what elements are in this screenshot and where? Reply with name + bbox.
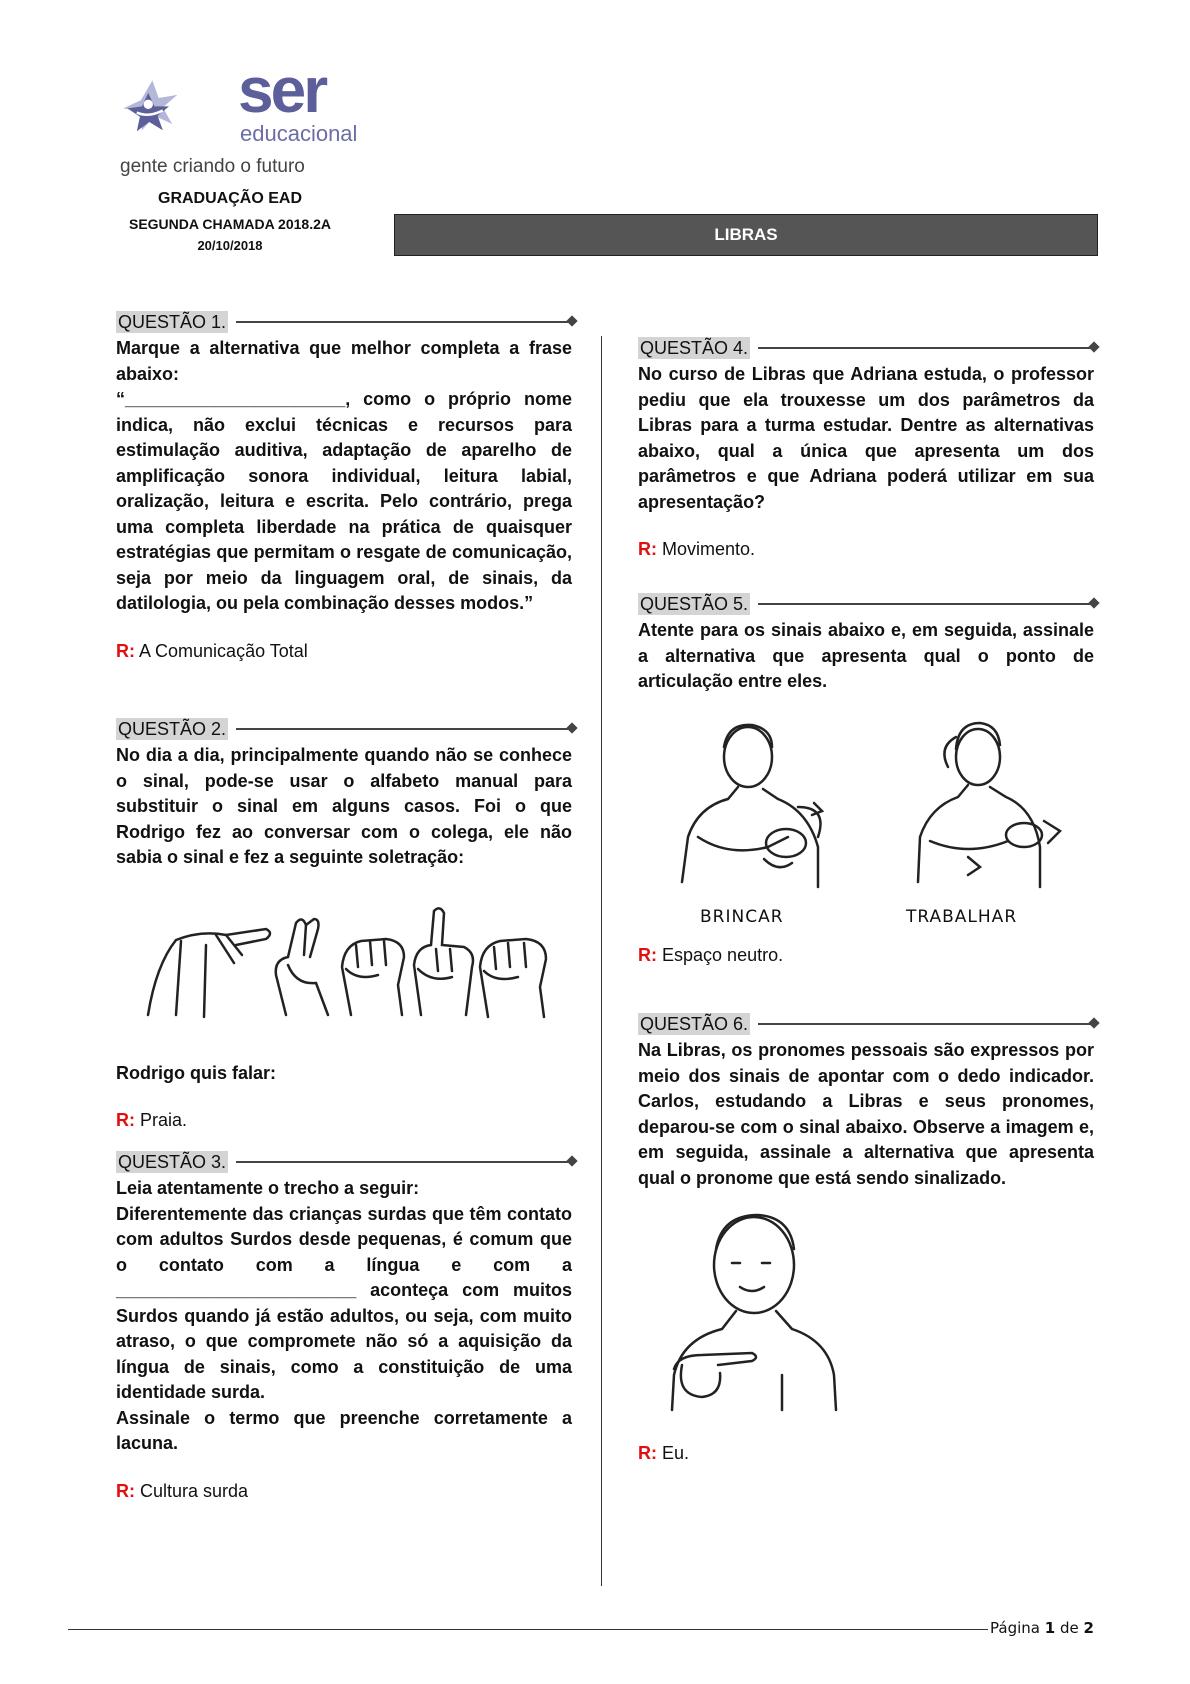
question-header	[116, 310, 572, 334]
subject-title: LIBRAS	[714, 225, 778, 244]
answer-value: Praia.	[140, 1110, 188, 1130]
brand-tagline: gente criando o futuro	[120, 156, 305, 177]
brand-subtitle: educacional	[240, 121, 358, 146]
brand-name: ser	[238, 54, 326, 126]
signs-image	[638, 707, 1094, 937]
question-paragraph: “______________________, como o próprio nome indica, não exclui técnicas e recursos para estimulação auditiva, adaptação de aparelho de amplificação sonora individual, leitura labial, oralização, leitura e escrita. Pelo contrário, prega uma completa liberdade na prática de quaisquer estratégias que permitam o resgate de comunicação, seja por meio da linguagem oral, de sinais, da datilologia, ou pela combinação desses modos.”	[116, 389, 572, 613]
question-label: QUESTÃO 2.	[118, 719, 227, 739]
answer-value: A Comunicação Total	[139, 640, 308, 661]
question-text	[638, 1038, 1094, 1191]
fingerspelling-image	[146, 905, 556, 1025]
signs-drawing	[668, 707, 1088, 907]
logo-head	[144, 100, 153, 109]
question-rule	[236, 1161, 572, 1163]
page-mid: de	[1059, 1619, 1079, 1637]
answer-value: Movimento.	[662, 539, 756, 559]
question-text	[638, 618, 1094, 695]
question-text	[116, 336, 572, 617]
answer-value: Espaço neutro.	[662, 944, 784, 965]
question-4	[638, 336, 1094, 560]
question-header	[638, 1012, 1094, 1036]
hand-a	[342, 939, 404, 1015]
question-paragraph: Na Libras, os pronomes pessoais são expressos por meio dos sinais de apontar com o dedo indicador. Carlos, estudando a Libras e seus pronomes, deparou-se com o sinal abaixo. Observe a imagem e, em seguida, assinale a alternativa que apresenta qual o pronome que está sendo sinalizado.	[638, 1040, 1094, 1188]
sign-caption-brincar: BRINCAR	[700, 906, 784, 927]
footer-rule	[68, 1629, 988, 1630]
answer	[116, 641, 572, 662]
header-program: GRADUAÇÃO EAD	[158, 190, 302, 207]
question-prompt: Rodrigo quis falar:	[116, 1062, 277, 1083]
question-label: QUESTÃO 5.	[640, 594, 749, 614]
figure-trabalhar	[918, 723, 1060, 887]
question-paragraph: Assinale o termo que preenche corretamente a lacuna.	[116, 1407, 572, 1453]
question-label: QUESTÃO 4.	[640, 338, 749, 358]
subject-bar	[394, 214, 1098, 256]
header-exam: SEGUNDA CHAMADA 2018.2A	[128, 216, 331, 232]
question-1	[116, 310, 572, 662]
question-paragraph: Atente para os sinais abaixo e, em seguida, assinale a alternativa que apresenta qual o ponto de articulação entre eles.	[638, 620, 1094, 691]
answer-prefix: R:	[116, 640, 135, 661]
page-total: 2	[1083, 1619, 1094, 1637]
answer	[638, 539, 1094, 560]
answer-prefix: R:	[638, 539, 657, 559]
question-6	[638, 1012, 1094, 1464]
question-header	[116, 1150, 572, 1174]
question-rule	[236, 321, 572, 323]
question-3	[116, 1150, 572, 1502]
page-current: 1	[1044, 1619, 1056, 1637]
question-paragraph: Leia atentamente o trecho a seguir:	[116, 1178, 420, 1198]
question-paragraph: Marque a alternativa que melhor completa a frase abaixo:	[116, 338, 572, 384]
header-date: 20/10/2018	[197, 238, 263, 253]
question-rule	[758, 1023, 1094, 1025]
question-rule	[236, 728, 572, 730]
answer-prefix: R:	[638, 1443, 657, 1463]
answer	[638, 1443, 1094, 1464]
answer-value: Eu.	[662, 1443, 690, 1463]
page-prefix: Página	[990, 1619, 1040, 1637]
question-header	[116, 717, 572, 741]
question-paragraph: Diferentemente das crianças surdas que têm contato com adultos Surdos desde pequenas, é comum que o contato com a língua e com a ________________________ aconteça com muitos Surdos quando já estão adultos, ou seja, com muito atraso, o que compromete não só a aquisição da língua de sinais, como a constituição de uma identidade surda.	[116, 1203, 572, 1402]
answer-prefix: R:	[116, 1480, 135, 1501]
question-rule	[758, 603, 1094, 605]
figure-brincar	[682, 724, 822, 886]
hand-r	[276, 919, 328, 1015]
ser-educacional-logo	[116, 58, 246, 163]
column-divider	[601, 336, 602, 1586]
question-paragraph: No dia a dia, principalmente quando não se conhece o sinal, pode-se usar o alfabeto manual para substituir o sinal em alguns casos. Foi o que Rodrigo fez ao conversar com o colega, ele não sabia o sinal e fez a seguinte soletração:	[116, 745, 572, 867]
question-header	[638, 336, 1094, 360]
answer	[116, 1481, 572, 1502]
answer-prefix: R:	[638, 944, 657, 965]
question-header	[638, 592, 1094, 616]
question-label: QUESTÃO 1.	[118, 312, 227, 332]
question-text	[638, 362, 1094, 515]
question-label: QUESTÃO 3.	[118, 1152, 227, 1172]
sign-caption-trabalhar: TRABALHAR	[906, 906, 1018, 927]
question-paragraph: No curso de Libras que Adriana estuda, o professor pediu que ela trouxesse um dos parâmetros da Libras para a turma estudar. Dentre as alternativas abaixo, qual a única que apresenta um dos parâmetros e que Adriana poderá utilizar em sua apresentação?	[638, 364, 1094, 512]
answer-value: Cultura surda	[140, 1480, 249, 1501]
hand-a2	[480, 939, 546, 1017]
question-text	[116, 743, 572, 871]
pronoun-sign-image	[662, 1205, 862, 1415]
hand-p	[148, 929, 270, 1017]
answer	[116, 1110, 572, 1131]
question-5	[638, 592, 1094, 966]
answer	[638, 945, 1094, 966]
question-text	[116, 1176, 572, 1457]
question-label: QUESTÃO 6.	[640, 1014, 749, 1034]
page-number	[990, 1619, 1094, 1637]
question-rule	[758, 347, 1094, 349]
hand-i	[414, 908, 473, 1015]
answer-prefix: R:	[116, 1110, 135, 1130]
question-2	[116, 717, 572, 1131]
